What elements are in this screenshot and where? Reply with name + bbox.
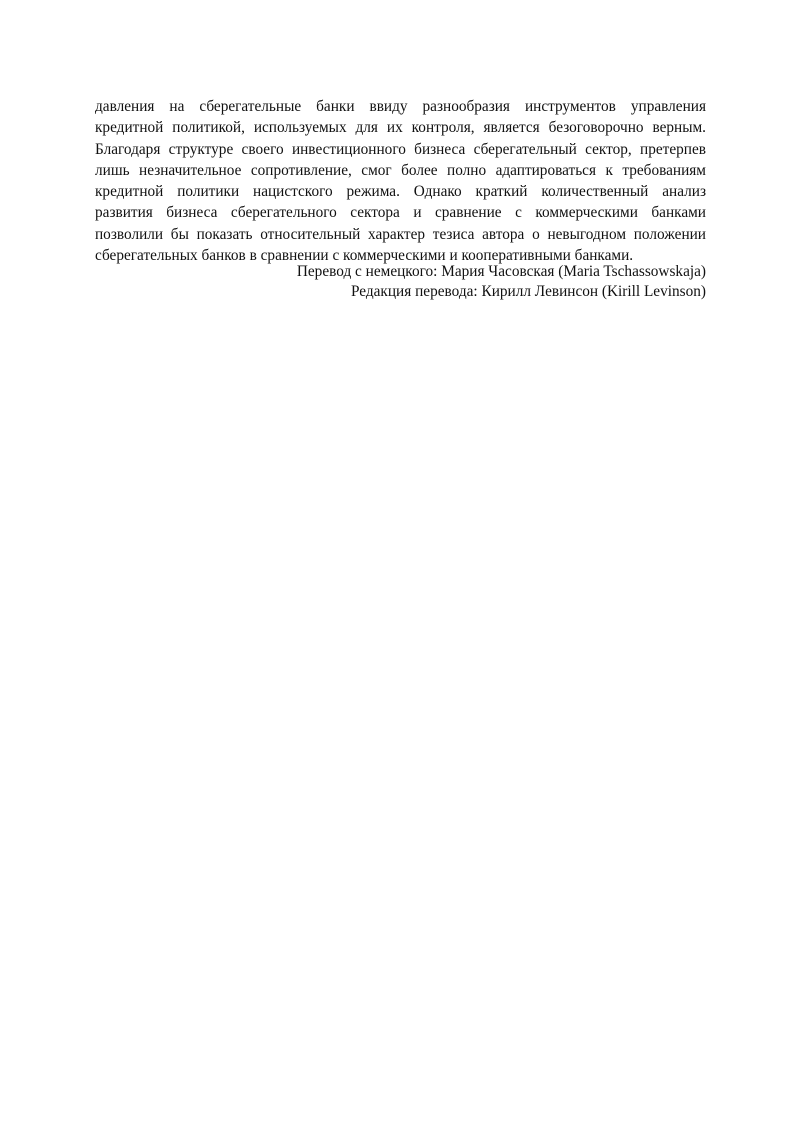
translation-credits — [95, 262, 706, 302]
body-paragraph — [95, 96, 706, 266]
translator-credit: Перевод с немецкого: Мария Часовская (Maria Tschassowskaja) — [296, 263, 706, 280]
paragraph-line: давления на сберегательные банки ввиду разнообразия инструментов управления — [95, 98, 706, 115]
paragraph-line: позволили бы показать относительный характер тезиса автора о невыгодном положении — [95, 225, 706, 243]
paragraph-line: сберегательных банков в сравнении с коммерческими и кооперативными банками. — [95, 247, 634, 265]
paragraph-line: кредитной политики нацистского режима. Однако краткий количественный анализ — [95, 183, 706, 201]
paragraph-line: лишь незначительное сопротивление, смог более полно адаптироваться к требованиям — [95, 161, 706, 179]
paragraph-line: развития бизнеса сберегательного сектора и сравнение с коммерческими банками — [95, 204, 706, 222]
paragraph-line: кредитной политикой, используемых для их контроля, является безоговорочно верным. — [95, 119, 706, 137]
editor-credit: Редакция перевода: Кирилл Левинсон (Kirill Levinson) — [350, 283, 706, 300]
paragraph-line: Благодаря структуре своего инвестиционного бизнеса сберегательный сектор, претерпев — [95, 140, 706, 158]
